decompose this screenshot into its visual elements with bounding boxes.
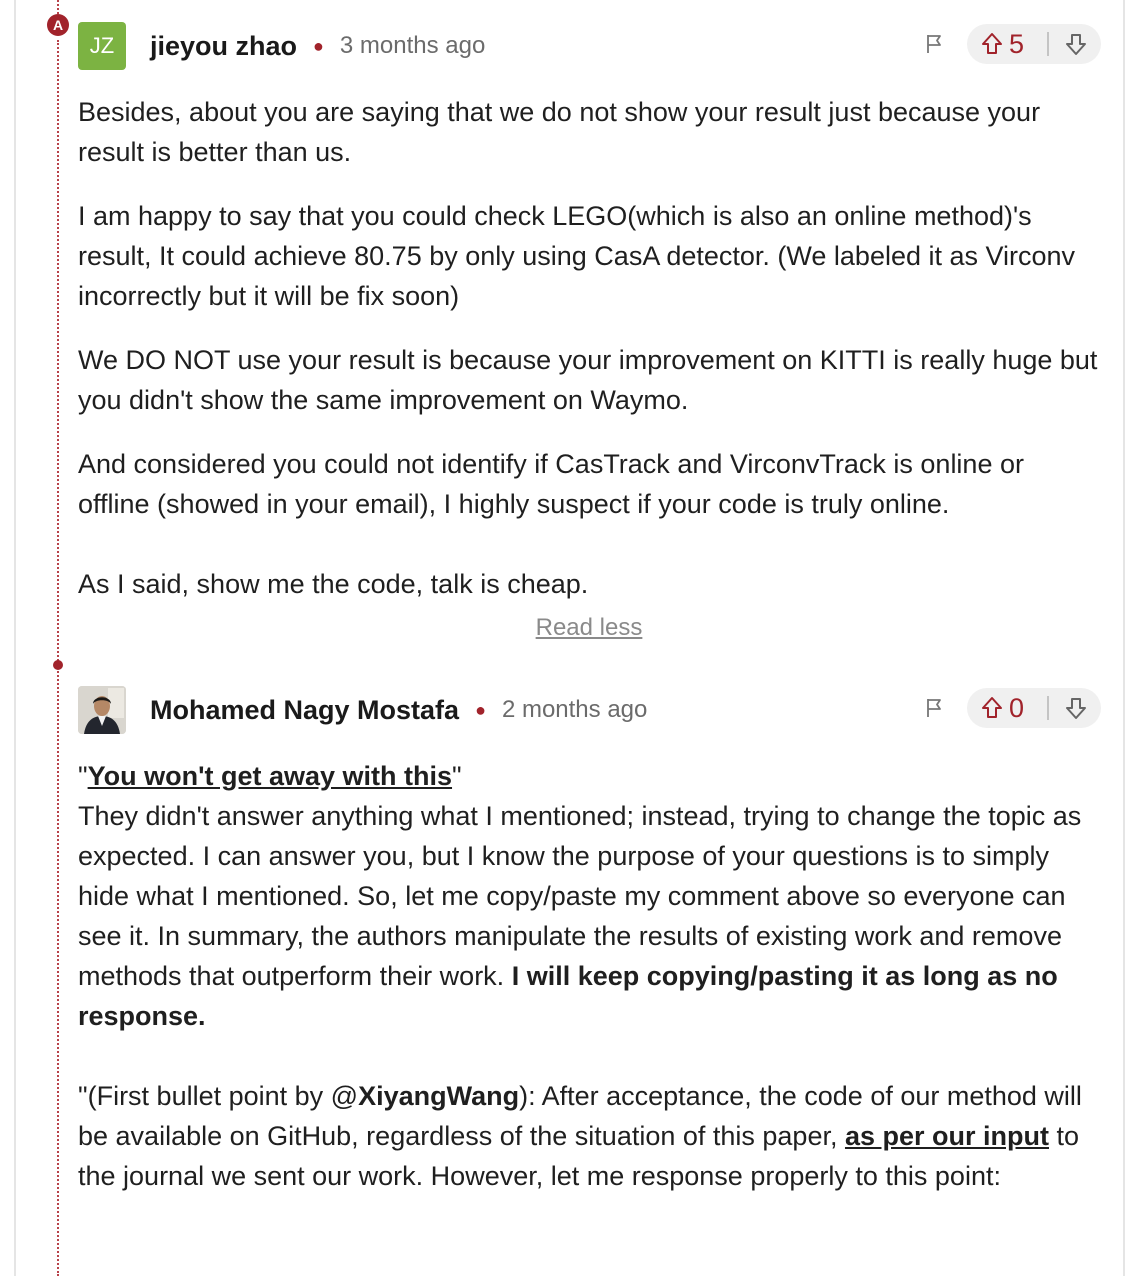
- comment-text: They didn't answer anything what I mentioned; instead, trying to change the topic as expected. I can answer you, but I know the purpose of your questions is to simply hide what I mentioned. So, let me copy/paste my comment above so everyone can see it. In summary, the authors manipulate the results of existing work and remove methods that outperform their work.: [78, 801, 1082, 991]
- avatar-photo-icon: [78, 686, 126, 734]
- thread-frame-right: [1123, 0, 1125, 1276]
- avatar[interactable]: [78, 22, 126, 70]
- vote-count: 0: [1009, 692, 1025, 723]
- downvote-arrow-icon: [1065, 696, 1087, 720]
- user-mention[interactable]: XiyangWang: [358, 1081, 520, 1111]
- downvote-arrow-icon: [1065, 32, 1087, 56]
- comment-paragraph: [78, 1076, 1103, 1196]
- thread-marker[interactable]: A: [47, 14, 69, 36]
- comment-text: to the journal we sent our work. However, let me response properly to this point:: [78, 1121, 1080, 1191]
- vote-count: 5: [1009, 28, 1025, 59]
- thread-frame-left: [14, 0, 16, 1276]
- comment-jieyou-zhao: [78, 22, 1103, 648]
- comment-bold-text: I will keep copying/pasting it as long as no response.: [78, 961, 1058, 1031]
- separator-dot: ●: [313, 35, 324, 56]
- comment-text: "(First bullet point by @: [78, 1081, 359, 1111]
- flag-button[interactable]: [915, 688, 955, 728]
- comment-paragraph: We DO NOT use your result is because your improvement on KITTI is really huge but you didn't show the same improvement on Waymo.: [78, 345, 1098, 415]
- comment-actions: [915, 688, 1101, 728]
- quote-mark: ": [452, 761, 462, 791]
- upvote-arrow-icon: [981, 32, 1003, 56]
- comment-actions: [915, 24, 1101, 64]
- comment-header: [78, 686, 1103, 734]
- downvote-button[interactable]: [1065, 32, 1087, 56]
- author-name[interactable]: jieyou zhao: [150, 30, 298, 61]
- vote-divider: [1047, 696, 1049, 720]
- comment-paragraph: And considered you could not identify if CasTrack and VirconvTrack is online or offline (showed in your email), I highly suspect if your code is truly online.: [78, 449, 1024, 519]
- comment-paragraph: Besides, about you are saying that we do not show your result just because your result is better than us.: [78, 97, 1041, 167]
- comment-paragraph: As I said, show me the code, talk is cheap.: [78, 569, 589, 599]
- upvote-button[interactable]: [981, 29, 1029, 60]
- thread-line: [57, 40, 59, 1276]
- comment-mohamed-nagy-mostafa: [78, 686, 1103, 1220]
- flag-icon: [924, 697, 946, 719]
- avatar[interactable]: [78, 686, 126, 734]
- spacer: [78, 524, 1103, 564]
- quote-mark: ": [78, 761, 88, 791]
- flag-button[interactable]: [915, 24, 955, 64]
- comment-text: ): After acceptance, the code of our method will be available on GitHub, regardless of the situation of this paper,: [78, 1081, 1082, 1151]
- comment-paragraph: I am happy to say that you could check LEGO(which is also an online method)'s result, It could achieve 80.75 by only using CasA detector. (We labeled it as Virconv incorrectly but it will be fix soon): [78, 201, 1076, 311]
- author-name[interactable]: Mohamed Nagy Mostafa: [150, 694, 460, 725]
- quote-title: You won't get away with this: [87, 761, 453, 791]
- vote-box: [967, 24, 1101, 64]
- upvote-arrow-icon: [981, 696, 1003, 720]
- vote-divider: [1047, 32, 1049, 56]
- avatar-initials: JZ: [89, 33, 115, 58]
- timestamp: 3 months ago: [339, 32, 486, 59]
- comment-header: [78, 22, 1103, 70]
- comment-paragraph: [78, 756, 1103, 1036]
- read-less-link[interactable]: Read less: [535, 614, 643, 641]
- comment-body: [78, 92, 1103, 648]
- thread-dot: [53, 660, 63, 670]
- comment-link[interactable]: as per our input: [844, 1121, 1049, 1151]
- comment-body: [78, 756, 1103, 1196]
- thread-line-top: [57, 0, 59, 14]
- downvote-button[interactable]: [1065, 696, 1087, 720]
- spacer: [78, 1036, 1103, 1076]
- timestamp: 2 months ago: [501, 696, 648, 723]
- upvote-button[interactable]: [981, 693, 1029, 724]
- separator-dot: ●: [475, 699, 486, 720]
- vote-box: [967, 688, 1101, 728]
- flag-icon: [924, 33, 946, 55]
